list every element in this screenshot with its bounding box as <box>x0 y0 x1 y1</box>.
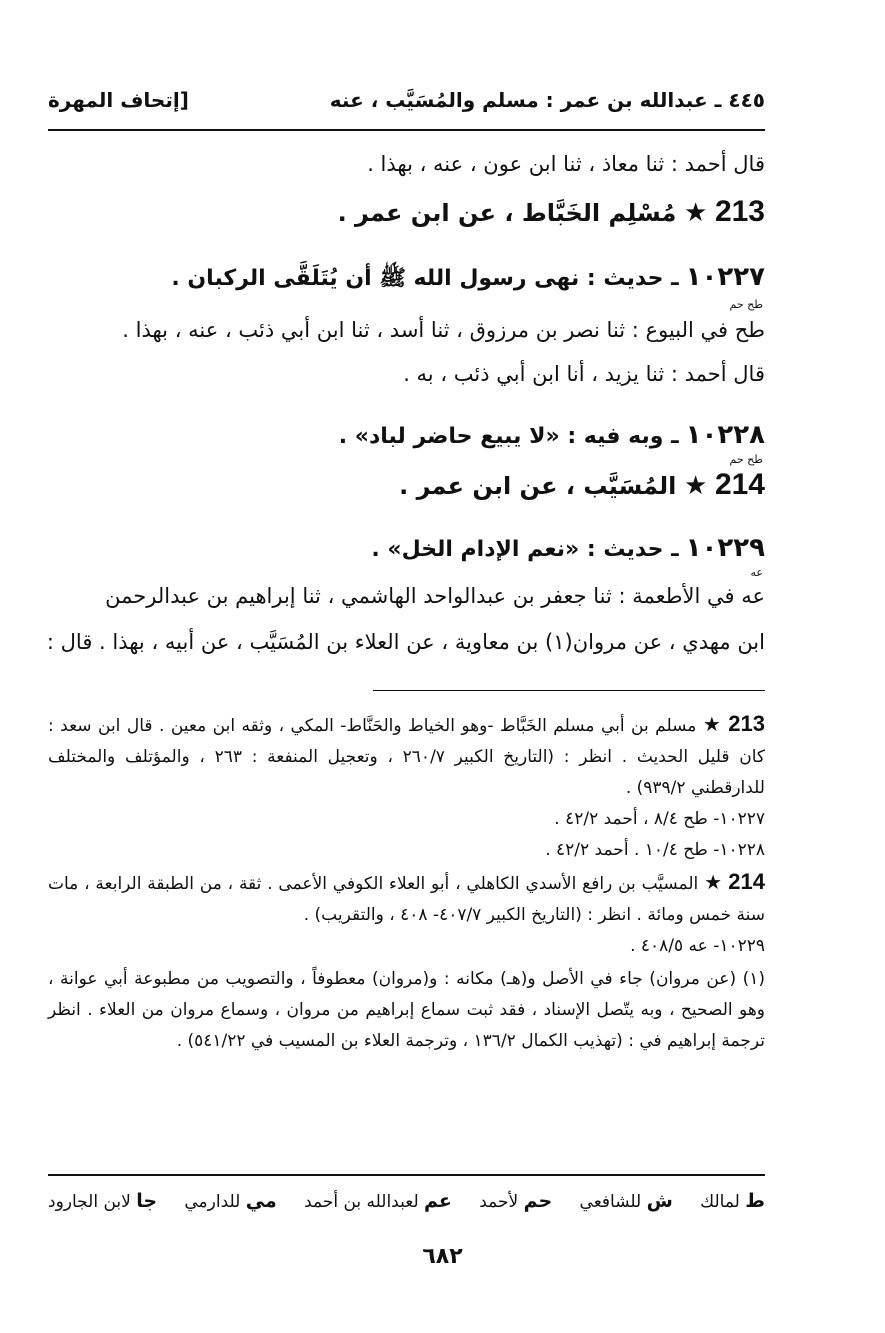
hadith-10229-heading <box>48 533 765 563</box>
hadith-number: ١٠٢٢٧ <box>685 262 765 292</box>
text-line: عه في الأطعمة : ثنا جعفر بن عبدالواحد الهاشمي ، ثنا إبراهيم بن عبدالرحمن <box>105 584 765 608</box>
star-icon: ★ <box>683 471 708 501</box>
hadith-number: ١٠٢٢٩ <box>685 533 765 563</box>
source-symbols: طح حم <box>729 453 763 466</box>
text-line: ابن مهدي ، عن مروان(١) بن معاوية ، عن العلاء بن المُسَيَّب ، عن أبيه ، بهذا . قال : <box>46 630 765 654</box>
source-symbols: عه <box>750 566 763 579</box>
abbr-item: ش للشافعي <box>579 1190 673 1212</box>
page-number: ٦٨٢ <box>422 1244 463 1269</box>
narrator-name: المُسَيَّب ، عن ابن عمر . <box>399 472 677 500</box>
abbr-item: جا لابن الجارود <box>48 1190 158 1212</box>
abbr-item: ط لمالك <box>700 1190 765 1212</box>
star-icon: ★ <box>683 198 708 228</box>
text-line: قال أحمد : ثنا معاذ ، ثنا ابن عون ، عنه ، بهذا . <box>367 152 765 176</box>
entry-214-heading <box>48 468 765 502</box>
footnote-214: 214 ★ المسيَّب بن رافع الأسدي الكاهلي ، أبو العلاء الكوفي الأعمى . ثقة ، من الطبقة الرابعة ، مات سنة خمس ومائة . انظر : (التاريخ الكبير ٤٠٧/٧- ٤٠٨ ، والتقريب) . <box>48 869 766 925</box>
hadith-text: ـ وبه فيه : «لا يبيع حاضر لباد» . <box>338 424 679 449</box>
abbr-item: مي للدارمي <box>184 1190 277 1212</box>
text-line: طح في البيوع : ثنا نصر بن مرزوق ، ثنا أسد ، ثنا ابن أبي ذئب ، عنه ، بهذا . <box>122 318 765 342</box>
abbreviations-legend <box>48 1190 765 1212</box>
hadith-text: ـ حديث : «نعم الإدام الخل» . <box>371 537 679 562</box>
entry-number: 214 <box>714 468 765 501</box>
footnote-separator <box>373 690 765 691</box>
narrator-name: مُسْلِم الخَبَّاط ، عن ابن عمر . <box>337 199 677 227</box>
entry-number: 213 <box>714 195 765 228</box>
hadith-10228-heading <box>48 420 765 450</box>
footnote-10228: ١٠٢٢٨- طح ١٠/٤ . أحمد ٤٢/٢ . <box>545 840 765 860</box>
footnotes <box>48 708 765 1057</box>
abbreviations-rule <box>48 1174 765 1176</box>
footnote-213: 213 ★ مسلم بن أبي مسلم الخَبَّاط -وهو الخياط والحَنَّاط- المكي ، وثقه ابن معين . قال ابن سعد : كان قليل الحديث . انظر : (التاريخ الكبير ٢٦٠/٧ ، وتعجيل المنفعة : ٢٦٣ ، والمؤتلف والمختلف للدارقطني ٩٣٩/٢) . <box>48 711 766 798</box>
abbr-item: حم لأحمد <box>479 1190 553 1212</box>
footnote-10229: ١٠٢٢٩- عه ٤٠٨/٥ . <box>630 936 765 956</box>
hadith-text: ـ حديث : نهى رسول الله ﷺ أن يُتَلَقَّى الركبان . <box>171 266 679 291</box>
abbr-item: عم لعبدالله بن أحمد <box>304 1190 452 1212</box>
hadith-10227-heading <box>48 262 765 296</box>
header-rule <box>48 129 765 131</box>
header-book-title: [إتحاف المهرة <box>48 88 189 112</box>
text-line: قال أحمد : ثنا يزيد ، أنا ابن أبي ذئب ، به . <box>403 362 765 386</box>
hadith-number: ١٠٢٢٨ <box>685 420 765 450</box>
source-symbols: طح حم <box>729 298 763 311</box>
footnote-note-1: (١) (عن مروان) جاء في الأصل و(هـ) مكانه : و(مروان) معطوفاً ، والتصويب من مطبوعة أبي عوانة ، وهو الصحيح ، وبه يتّصل الإسناد ، فقد ثبت سماع إبراهيم من مروان ، وسماع مروان من العلاء . انظر ترجمة إبراهيم في : (تهذيب الكمال ١٣٦/٢ ، وترجمة العلاء بن المسيب في ٥٤١/٢٢) . <box>48 969 765 1051</box>
running-header <box>48 80 765 120</box>
footnote-10227: ١٠٢٢٧- طح ٨/٤ ، أحمد ٤٢/٢ . <box>554 809 765 829</box>
header-chapter-title: ٤٤٥ ـ عبدالله بن عمر : مسلم والمُسَيَّب ، عنه <box>329 88 765 112</box>
entry-213-heading <box>48 195 765 229</box>
